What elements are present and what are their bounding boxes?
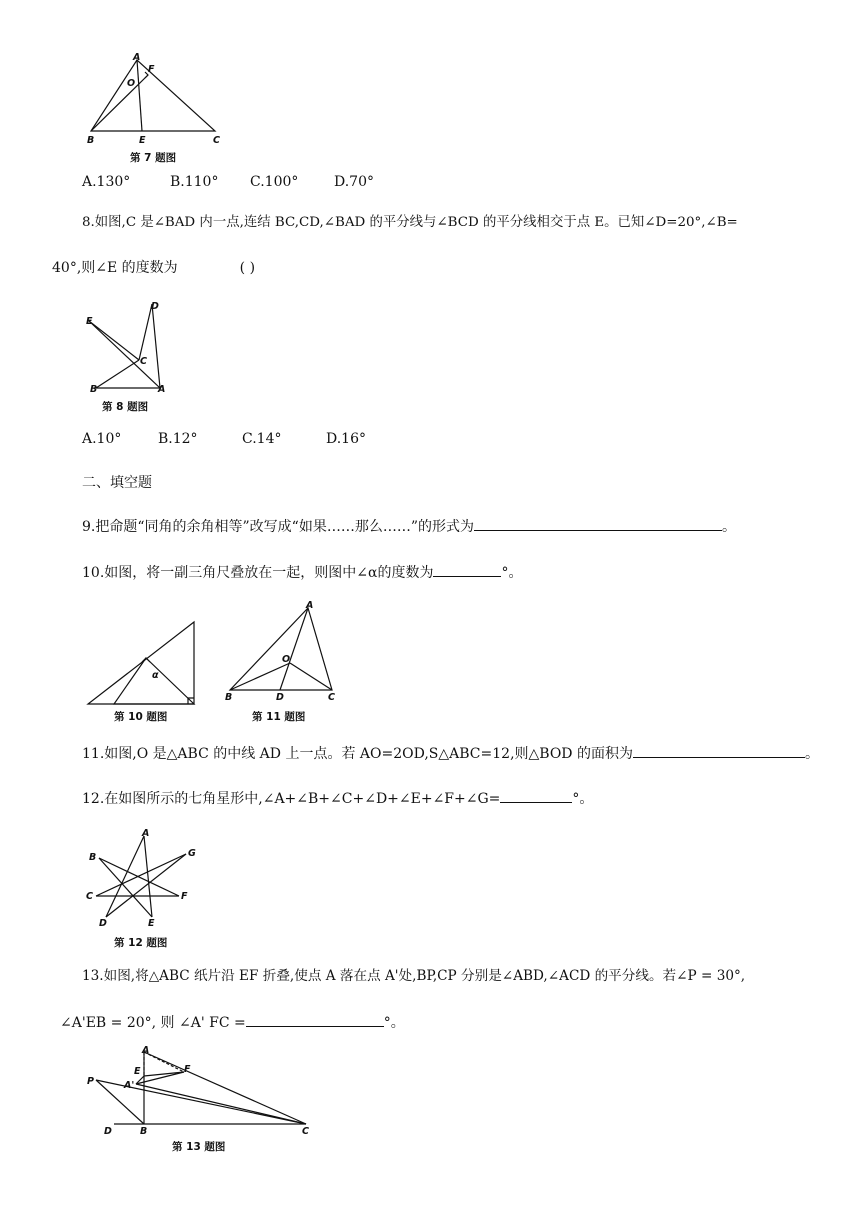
fig13-label-b: B bbox=[140, 1126, 148, 1137]
q8-option-c[interactable]: C.14° bbox=[242, 431, 282, 447]
fig13-line-pb bbox=[96, 1080, 144, 1124]
fig7-label-b: B bbox=[87, 135, 95, 146]
fig13-label-p: P bbox=[87, 1076, 94, 1087]
fig13-line-a1c bbox=[136, 1084, 306, 1124]
q9-text: 9.把命题“同角的余角相等”改写成“如果……那么……”的形式为 bbox=[82, 519, 474, 535]
figure-8 bbox=[82, 296, 182, 396]
section-title: 二、填空题 bbox=[82, 475, 152, 491]
fig10-alpha: α bbox=[152, 670, 159, 681]
q11-end: 。 bbox=[804, 746, 819, 762]
q8-option-d[interactable]: D.16° bbox=[326, 431, 366, 447]
q7-option-b[interactable]: B.110° bbox=[170, 174, 219, 190]
fig7-label-a: A bbox=[133, 52, 141, 63]
fig13-line-ac-upper bbox=[144, 1052, 306, 1124]
figure-7 bbox=[82, 48, 232, 148]
q13-text-line2: ∠A'EB = 20°, 则 ∠A' FC = bbox=[60, 1015, 246, 1031]
fig11-triangle-abc bbox=[230, 608, 332, 690]
fig11-label-b: B bbox=[225, 692, 233, 703]
fig12-label-b: B bbox=[89, 852, 97, 863]
q8-answer-paren[interactable]: ( ) bbox=[239, 260, 256, 276]
fig13-label-a: A bbox=[142, 1045, 150, 1056]
q11-text: 11.如图,O 是△ABC 的中线 AD 上一点。若 AO=2OD,S△ABC=12,则△BOD 的面积为 bbox=[82, 746, 633, 762]
fig8-line-dc bbox=[139, 304, 152, 360]
q11-question bbox=[82, 743, 819, 764]
q13-answer-blank[interactable] bbox=[246, 1012, 384, 1027]
fig10-set-square-45 bbox=[114, 658, 194, 704]
q10-text: 10.如图，将一副三角尺叠放在一起，则图中∠α的度数为 bbox=[82, 565, 434, 581]
figure-13 bbox=[84, 1042, 324, 1138]
fig8-label-d: D bbox=[151, 301, 159, 312]
q8-text-line2 bbox=[52, 258, 255, 278]
q9-question bbox=[82, 516, 736, 537]
q13-end: °。 bbox=[383, 1015, 405, 1031]
fig13-label-c: C bbox=[302, 1126, 309, 1137]
fig12-label-f: F bbox=[181, 891, 188, 902]
fig7-label-e: E bbox=[139, 135, 146, 146]
fig12-caption: 第 12 题图 bbox=[114, 937, 168, 949]
fig10-right-angle bbox=[142, 658, 150, 662]
q8-option-a[interactable]: A.10° bbox=[82, 431, 122, 447]
q9-answer-blank[interactable] bbox=[474, 516, 722, 531]
fig8-label-e: E bbox=[86, 316, 93, 327]
fig8-line-ea bbox=[89, 321, 160, 388]
fig11-caption: 第 11 题图 bbox=[252, 711, 306, 723]
q7-options bbox=[82, 174, 374, 190]
fig8-line-ec bbox=[89, 321, 139, 360]
fig12-label-g: G bbox=[188, 848, 196, 859]
q12-question bbox=[82, 788, 593, 809]
fig12-label-d: D bbox=[99, 918, 107, 929]
q7-option-c[interactable]: C.100° bbox=[250, 174, 299, 190]
fig11-label-o: O bbox=[282, 654, 291, 665]
fig8-label-a: A bbox=[158, 384, 166, 395]
q12-end: °。 bbox=[572, 791, 594, 807]
q10-end: °。 bbox=[501, 565, 523, 581]
fig10-caption: 第 10 题图 bbox=[114, 711, 168, 723]
fig7-label-f: F bbox=[148, 64, 155, 75]
fig7-label-c: C bbox=[213, 135, 220, 146]
fig11-label-c: C bbox=[328, 692, 335, 703]
fig13-label-a-prime: A' bbox=[124, 1080, 135, 1091]
q12-text: 12.在如图所示的七角星形中,∠A+∠B+∠C+∠D+∠E+∠F+∠G= bbox=[82, 791, 501, 807]
fig11-median-ad bbox=[280, 608, 308, 690]
fig13-label-f: F bbox=[184, 1064, 191, 1075]
fig11-label-d: D bbox=[276, 692, 284, 703]
fig8-caption: 第 8 题图 bbox=[102, 401, 149, 413]
q10-question bbox=[82, 562, 522, 583]
fig8-label-b: B bbox=[90, 384, 98, 395]
fig12-label-e: E bbox=[148, 918, 155, 929]
fig10-set-square-30 bbox=[88, 622, 194, 704]
fig12-label-c: C bbox=[86, 891, 93, 902]
q13-question-line2 bbox=[60, 1012, 405, 1033]
q13-text-line1: 13.如图,将△ABC 纸片沿 EF 折叠,使点 A 落在点 A'处,BP,CP 分别是∠ABD,∠ACD 的平分线。若∠P = 30°, bbox=[82, 968, 746, 984]
fig12-line-ae bbox=[144, 836, 152, 917]
q8-text-line2-main: 40°,则∠E 的度数为 bbox=[52, 260, 178, 276]
fig7-line-ae bbox=[137, 60, 142, 131]
fig7-caption: 第 7 题图 bbox=[130, 152, 177, 164]
figure-12 bbox=[84, 822, 204, 932]
q7-option-d[interactable]: D.70° bbox=[334, 174, 374, 190]
figure-11 bbox=[220, 598, 350, 706]
fig11-label-a: A bbox=[306, 600, 314, 611]
fig13-label-d: D bbox=[104, 1126, 112, 1137]
fig8-line-cb bbox=[96, 360, 139, 388]
fig12-label-a: A bbox=[142, 828, 150, 839]
q8-options bbox=[82, 431, 366, 447]
q9-end: 。 bbox=[722, 519, 736, 535]
q8-text-line1: 8.如图,C 是∠BAD 内一点,连结 BC,CD,∠BAD 的平分线与∠BCD 的平分线相交于点 E。已知∠D=20°,∠B= bbox=[82, 215, 738, 230]
fig8-label-c: C bbox=[140, 356, 147, 367]
figure-10 bbox=[84, 600, 214, 708]
fig13-label-e: E bbox=[134, 1066, 141, 1077]
fig13-caption: 第 13 题图 bbox=[172, 1141, 226, 1153]
q7-option-a[interactable]: A.130° bbox=[82, 174, 131, 190]
fig7-label-o: O bbox=[127, 78, 136, 89]
q10-answer-blank[interactable] bbox=[433, 562, 501, 577]
q11-answer-blank[interactable] bbox=[633, 743, 805, 758]
q8-option-b[interactable]: B.12° bbox=[158, 431, 198, 447]
fig13-dash-af bbox=[144, 1052, 184, 1072]
fig8-line-ad bbox=[152, 304, 160, 388]
q12-answer-blank[interactable] bbox=[500, 788, 572, 803]
